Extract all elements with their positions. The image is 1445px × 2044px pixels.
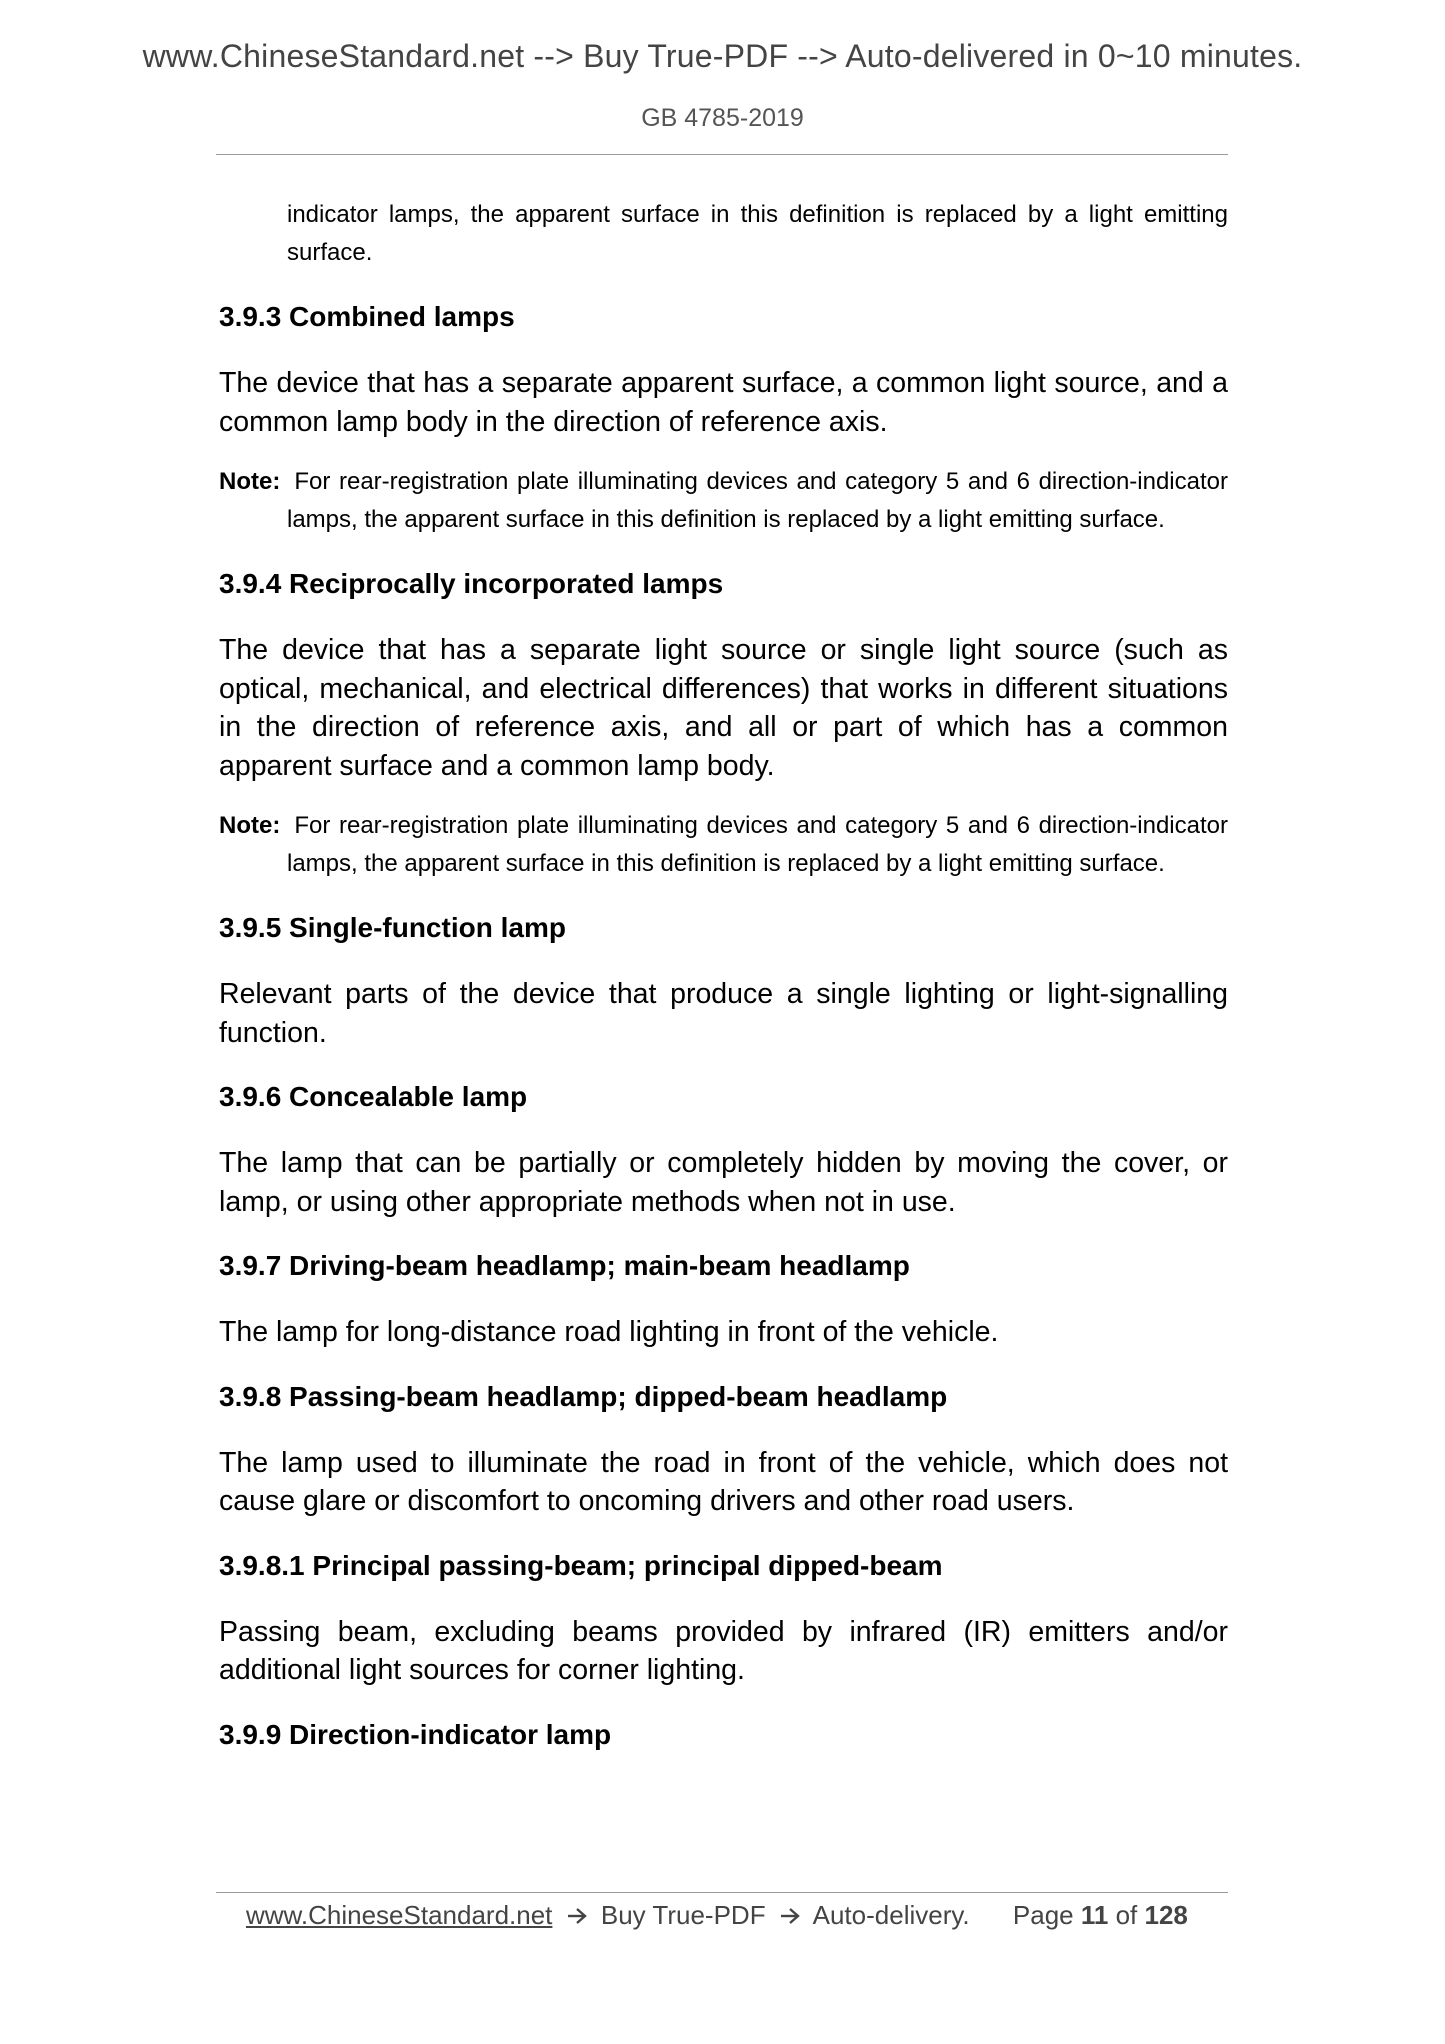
section-heading-3-9-6: 3.9.6 Concealable lamp: [219, 1081, 528, 1112]
section-note-3-9-3: [219, 463, 1228, 539]
note-continuation: indicator lamps, the apparent surface in this definition is replaced by a light emitting surface.: [287, 201, 1228, 266]
section-note-3-9-4: [219, 807, 1228, 883]
note-text: For rear-registration plate illuminating devices and category 5 and 6 direction-indicator lamps, the apparent surface in this definition is replaced by a light emitting surface.: [287, 812, 1228, 877]
section-body-3-9-3: The device that has a separate apparent surface, a common light source, and a common lamp body in the direction of reference axis.: [219, 367, 1228, 438]
section-body-3-9-7: The lamp for long-distance road lighting in front of the vehicle.: [219, 1316, 999, 1348]
section-body-3-9-5: Relevant parts of the device that produce a single lighting or light-signalling function.: [219, 978, 1228, 1049]
page-footer: [246, 1897, 1188, 1933]
section-heading-3-9-4: 3.9.4 Reciprocally incorporated lamps: [219, 568, 724, 599]
page-total: 128: [1144, 1900, 1188, 1930]
section-body-3-9-4: The device that has a separate light source or single light source (such as optical, mechanical, and electrical differences) that works in different situations in the direction of reference axis, and all or part of which has a common apparent surface and a common lamp body.: [219, 634, 1228, 782]
header-divider: [216, 154, 1228, 155]
footer-divider: [216, 1892, 1228, 1893]
auto-delivery-text: Auto-delivery.: [812, 1900, 970, 1930]
section-heading-3-9-8: 3.9.8 Passing-beam headlamp; dipped-beam headlamp: [219, 1380, 948, 1412]
section-heading-3-9-8-1: 3.9.8.1 Principal passing-beam; principal dipped-beam: [219, 1549, 943, 1581]
page-current: 11: [1080, 1900, 1109, 1930]
buy-pdf-text: Buy True-PDF: [600, 1900, 766, 1930]
page-label: Page: [1012, 1900, 1074, 1930]
site-link[interactable]: www.ChineseStandard.net: [246, 1900, 553, 1930]
note-label: Note:: [219, 468, 281, 495]
section-body-3-9-6: The lamp that can be partially or completely hidden by moving the cover, or lamp, or using other appropriate methods when not in use.: [219, 1147, 1228, 1218]
section-heading-3-9-7: 3.9.7 Driving-beam headlamp; main-beam headlamp: [219, 1250, 910, 1281]
right-arrow-icon: [779, 1907, 801, 1925]
section-heading-3-9-5: 3.9.5 Single-function lamp: [219, 912, 566, 943]
header-banner: www.ChineseStandard.net --> Buy True-PDF --> Auto-delivered in 0~10 minutes.: [142, 38, 1303, 74]
section-body-3-9-8: The lamp used to illuminate the road in front of the vehicle, which does not cause glare or discomfort to oncoming drivers and other road users.: [219, 1446, 1228, 1517]
document-body: [219, 196, 1228, 1754]
note-label: Note:: [219, 812, 281, 839]
standard-code: GB 4785-2019: [641, 104, 804, 132]
section-heading-3-9-3: 3.9.3 Combined lamps: [219, 301, 515, 332]
section-body-3-9-8-1: Passing beam, excluding beams provided by infrared (IR) emitters and/or additional light sources for corner lighting.: [219, 1615, 1228, 1686]
note-text: For rear-registration plate illuminating devices and category 5 and 6 direction-indicator lamps, the apparent surface in this definition is replaced by a light emitting surface.: [287, 468, 1228, 533]
page-of: of: [1115, 1900, 1138, 1930]
section-heading-3-9-9: 3.9.9 Direction-indicator lamp: [219, 1718, 612, 1750]
right-arrow-icon: [566, 1907, 588, 1925]
